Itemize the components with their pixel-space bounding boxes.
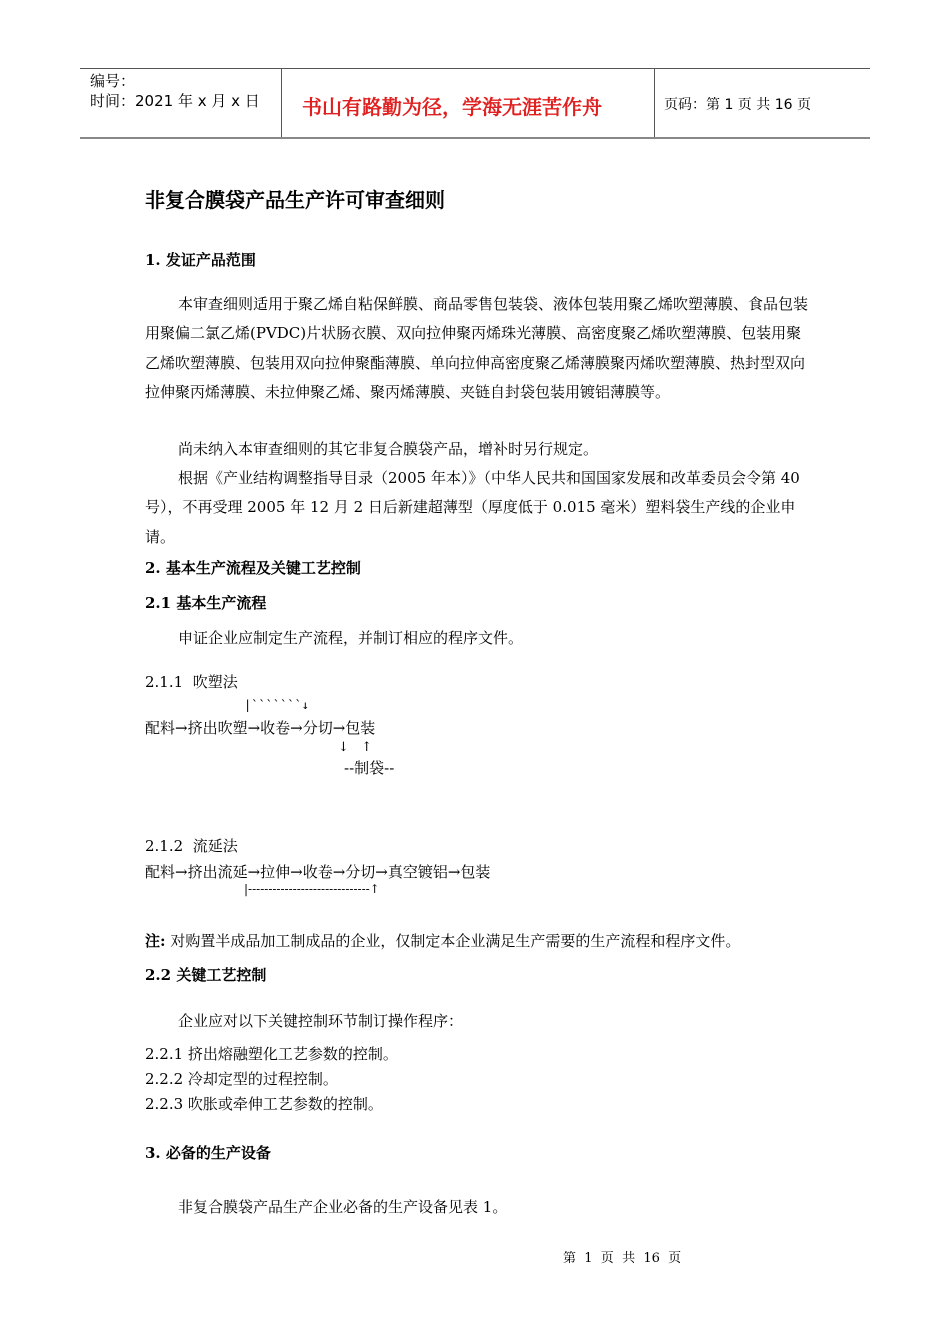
section-2-2-heading: 2.2 关键工艺控制 xyxy=(145,966,267,984)
paragraph: 尚未纳入本审查细则的其它非复合膜袋产品，增补时另行规定。 xyxy=(178,440,599,458)
blow-label: 2.1.1 吹塑法 xyxy=(145,673,238,691)
bag-step: --制袋-- xyxy=(344,759,395,777)
list-item: 2.2.2 冷却定型的过程控制。 xyxy=(145,1070,338,1088)
section-2-heading: 2. 基本生产流程及关键工艺控制 xyxy=(145,559,361,577)
paragraph: 申证企业应制定生产流程，并制订相应的程序文件。 xyxy=(178,629,524,647)
time-label: 时间：2021 年 x 月 x 日 xyxy=(90,92,260,110)
paragraph: 企业应对以下关键控制环节制订操作程序： xyxy=(178,1012,464,1030)
section-2-1-heading: 2.1 基本生产流程 xyxy=(145,594,267,612)
blow-flow: 配料→挤出吹塑→收卷→分切→包装 xyxy=(145,719,376,737)
note-text: 对购置半成品加工制成品的企业，仅制定本企业满足生产需要的生产流程和程序文件。 xyxy=(165,932,741,950)
flow-connector: |------------------------------↑ xyxy=(244,882,380,896)
cast-flow: 配料→挤出流延→拉伸→收卷→分切→真空镀铝→包装 xyxy=(145,863,491,881)
divider xyxy=(281,69,282,137)
section-3-heading: 3. 必备的生产设备 xyxy=(145,1144,271,1162)
note-label: 注: xyxy=(145,932,166,950)
paragraph: 本审查细则适用于聚乙烯自粘保鲜膜、商品零售包装袋、液体包装用聚乙烯吹塑薄膜、食品包装用聚偏二氯乙烯(PVDC)片状肠衣膜、双向拉伸聚丙烯珠光薄膜、高密度聚乙烯吹塑薄膜、包装用聚乙烯吹塑薄膜、包装用双向拉伸聚酯薄膜、单向拉伸高密度聚乙烯薄膜聚丙烯吹塑薄膜、热封型双向拉伸聚丙烯薄膜、未拉伸聚乙烯、聚丙烯薄膜、夹链自封袋包装用镀铝薄膜等。 xyxy=(145,295,809,401)
list-item: 2.2.1 挤出熔融塑化工艺参数的控制。 xyxy=(145,1045,398,1063)
flow-connector: |```````↓ xyxy=(244,698,310,712)
divider xyxy=(654,69,655,137)
page-header xyxy=(80,68,870,139)
page-footer: 第 1 页 共 16 页 xyxy=(563,1251,682,1266)
list-item: 2.2.3 吹胀或牵伸工艺参数的控制。 xyxy=(145,1095,383,1113)
paragraph: 非复合膜袋产品生产企业必备的生产设备见表 1。 xyxy=(178,1198,508,1216)
section-1-heading: 1. 发证产品范围 xyxy=(145,251,256,269)
page-label: 页码：第 1 页 共 16 页 xyxy=(664,97,811,113)
number-label: 编号： xyxy=(90,72,136,90)
motto: 书山有路勤为径，学海无涯苦作舟 xyxy=(302,95,602,119)
note xyxy=(145,930,740,951)
cast-label: 2.1.2 流延法 xyxy=(145,837,238,855)
flow-arrows: ↓ ↑ xyxy=(338,740,373,755)
paragraph: 根据《产业结构调整指导目录（2005 年本）》（中华人民共和国国家发展和改革委员会令第 40 号），不再受理 2005 年 12 月 2 日后新建超薄型（厚度低于 0.015 毫米）塑料袋生产线的企业申请。 xyxy=(145,469,800,546)
doc-title: 非复合膜袋产品生产许可审查细则 xyxy=(145,188,445,212)
